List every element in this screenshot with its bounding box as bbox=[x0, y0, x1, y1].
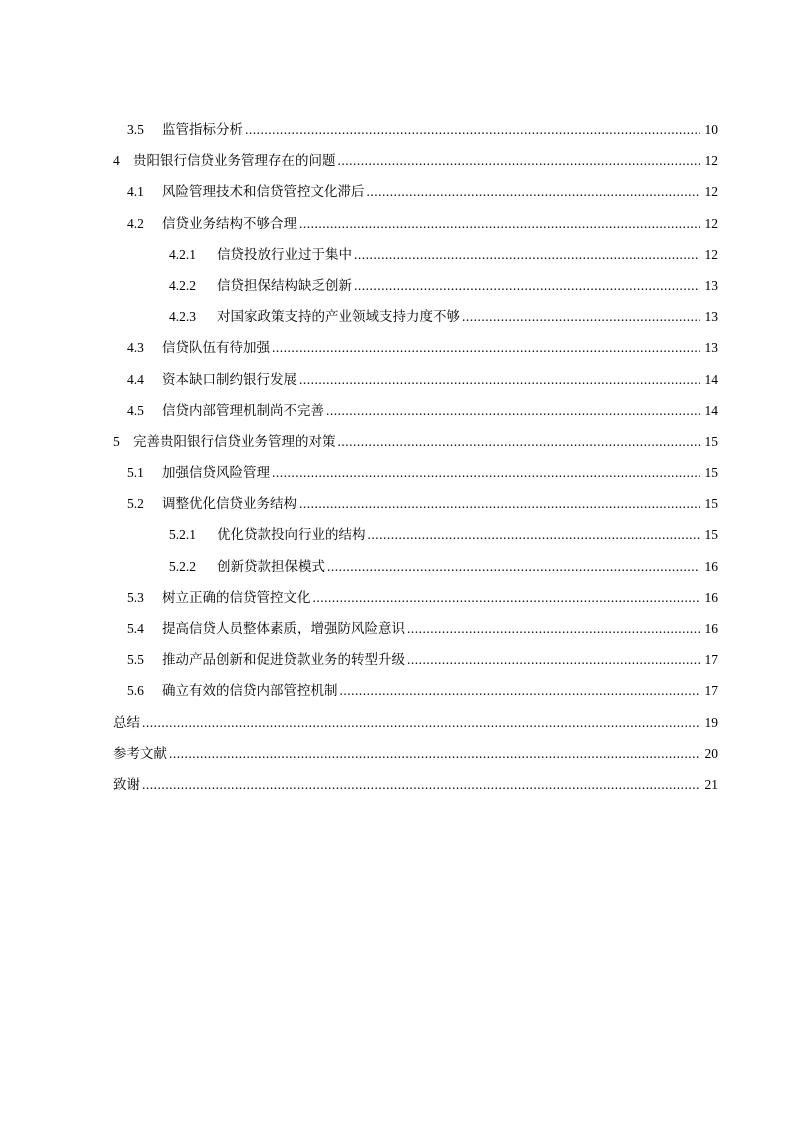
toc-leader bbox=[338, 426, 701, 457]
toc-title: 信贷业务结构不够合理 bbox=[162, 215, 297, 232]
toc-page-number: 12 bbox=[704, 153, 718, 169]
toc-leader bbox=[368, 519, 701, 550]
toc-number: 5.2.2 bbox=[169, 558, 196, 574]
toc-number: 5.1 bbox=[127, 465, 144, 481]
toc-page-number: 12 bbox=[704, 184, 718, 200]
toc-entry[interactable] bbox=[113, 270, 718, 301]
toc-entry[interactable] bbox=[113, 395, 718, 426]
toc-page-number: 16 bbox=[704, 621, 718, 636]
toc-title: 确立有效的信贷内部管控机制 bbox=[162, 683, 338, 700]
toc-title: 优化贷款投向行业的结构 bbox=[217, 527, 366, 544]
toc-title: 信贷内部管理机制尚不完善 bbox=[162, 402, 324, 419]
toc-leader bbox=[354, 239, 700, 270]
toc-title: 创新贷款担保模式 bbox=[217, 558, 325, 575]
toc-page-number: 16 bbox=[704, 558, 718, 574]
toc-entry[interactable] bbox=[113, 675, 718, 706]
toc-page-number: 14 bbox=[704, 402, 718, 418]
toc-leader bbox=[272, 332, 700, 363]
toc-leader bbox=[299, 488, 700, 519]
toc-page-number: 21 bbox=[704, 776, 718, 792]
toc-page-number: 10 bbox=[704, 122, 718, 137]
toc-leader bbox=[142, 769, 700, 800]
toc-entry[interactable] bbox=[113, 738, 718, 769]
toc-entry[interactable] bbox=[113, 519, 718, 550]
toc-title: 调整优化信贷业务结构 bbox=[162, 496, 297, 513]
toc-number: 4.5 bbox=[127, 402, 144, 418]
toc-leader bbox=[338, 145, 701, 176]
toc-title: 信贷投放行业过于集中 bbox=[217, 246, 352, 263]
toc-leader bbox=[326, 395, 700, 426]
toc-number: 5.2.1 bbox=[169, 527, 196, 543]
toc-number: 4.1 bbox=[127, 184, 144, 200]
toc-number: 5.2 bbox=[127, 496, 144, 512]
toc-number: 4.2.1 bbox=[169, 246, 196, 262]
toc-page-number: 20 bbox=[704, 745, 718, 761]
toc-number: 4.2.3 bbox=[169, 309, 196, 325]
toc-entry[interactable] bbox=[113, 364, 718, 395]
toc-page-number: 14 bbox=[704, 371, 718, 387]
toc-number: 5 bbox=[113, 433, 120, 449]
toc-title: 贵阳银行信贷业务管理存在的问题 bbox=[133, 153, 336, 170]
toc-entry[interactable] bbox=[113, 332, 718, 363]
toc-entry[interactable] bbox=[113, 114, 718, 145]
toc-number: 5.6 bbox=[127, 683, 144, 699]
toc-leader bbox=[407, 644, 700, 675]
toc-leader bbox=[407, 613, 700, 644]
table-of-contents bbox=[113, 114, 718, 800]
toc-entry[interactable] bbox=[113, 145, 718, 176]
toc-page-number: 17 bbox=[704, 652, 718, 668]
toc-entry[interactable] bbox=[113, 208, 718, 239]
toc-title: 信贷队伍有待加强 bbox=[162, 340, 270, 357]
toc-title: 致谢 bbox=[113, 776, 140, 793]
toc-leader bbox=[272, 457, 700, 488]
toc-number: 4 bbox=[113, 153, 120, 169]
toc-number: 5.3 bbox=[127, 589, 144, 605]
toc-leader bbox=[367, 176, 701, 207]
toc-number: 4.2 bbox=[127, 215, 144, 231]
toc-page-number: 12 bbox=[704, 215, 718, 231]
toc-page-number: 15 bbox=[704, 496, 718, 512]
toc-entry[interactable] bbox=[113, 176, 718, 207]
toc-title: 完善贵阳银行信贷业务管理的对策 bbox=[133, 433, 336, 450]
toc-entry[interactable] bbox=[113, 644, 718, 675]
toc-number: 3.5 bbox=[127, 122, 144, 137]
toc-leader bbox=[462, 301, 700, 332]
toc-entry[interactable] bbox=[113, 426, 718, 457]
toc-number: 4.3 bbox=[127, 340, 144, 356]
toc-title: 总结 bbox=[113, 714, 140, 731]
toc-entry[interactable] bbox=[113, 239, 718, 270]
toc-page-number: 13 bbox=[704, 340, 718, 356]
toc-leader bbox=[245, 114, 700, 145]
toc-title: 监管指标分析 bbox=[162, 122, 243, 138]
toc-title: 信贷担保结构缺乏创新 bbox=[217, 277, 352, 294]
toc-leader bbox=[142, 707, 700, 738]
toc-page-number: 12 bbox=[704, 246, 718, 262]
toc-leader bbox=[313, 582, 701, 613]
toc-leader bbox=[299, 208, 700, 239]
toc-number: 4.2.2 bbox=[169, 277, 196, 293]
toc-entry[interactable] bbox=[113, 582, 718, 613]
toc-leader bbox=[340, 675, 701, 706]
toc-page-number: 17 bbox=[704, 683, 718, 699]
toc-title: 风险管理技术和信贷管控文化滞后 bbox=[162, 184, 365, 201]
toc-leader bbox=[354, 270, 700, 301]
toc-number: 4.4 bbox=[127, 371, 144, 387]
toc-entry[interactable] bbox=[113, 707, 718, 738]
toc-entry[interactable] bbox=[113, 457, 718, 488]
toc-entry[interactable] bbox=[113, 488, 718, 519]
toc-page-number: 19 bbox=[704, 714, 718, 730]
toc-title: 资本缺口制约银行发展 bbox=[162, 371, 297, 388]
toc-entry[interactable] bbox=[113, 551, 718, 582]
toc-title: 加强信贷风险管理 bbox=[162, 465, 270, 482]
toc-title: 推动产品创新和促进贷款业务的转型升级 bbox=[162, 652, 405, 669]
toc-entry[interactable] bbox=[113, 769, 718, 800]
toc-title: 树立正确的信贷管控文化 bbox=[162, 589, 311, 606]
toc-entry[interactable] bbox=[113, 613, 718, 644]
toc-page-number: 15 bbox=[704, 527, 718, 543]
toc-leader bbox=[169, 738, 700, 769]
toc-title: 参考文献 bbox=[113, 745, 167, 762]
toc-number: 5.5 bbox=[127, 652, 144, 668]
toc-page-number: 13 bbox=[704, 309, 718, 325]
toc-entry[interactable] bbox=[113, 301, 718, 332]
toc-title: 对国家政策支持的产业领域支持力度不够 bbox=[217, 309, 460, 326]
toc-number: 5.4 bbox=[127, 621, 144, 636]
toc-leader bbox=[299, 364, 700, 395]
toc-page-number: 15 bbox=[704, 465, 718, 481]
toc-leader bbox=[327, 551, 700, 582]
toc-page-number: 13 bbox=[704, 277, 718, 293]
toc-page-number: 15 bbox=[704, 433, 718, 449]
toc-title: 提高信贷人员整体素质，增强防风险意识 bbox=[162, 621, 405, 637]
toc-page-number: 16 bbox=[704, 589, 718, 605]
